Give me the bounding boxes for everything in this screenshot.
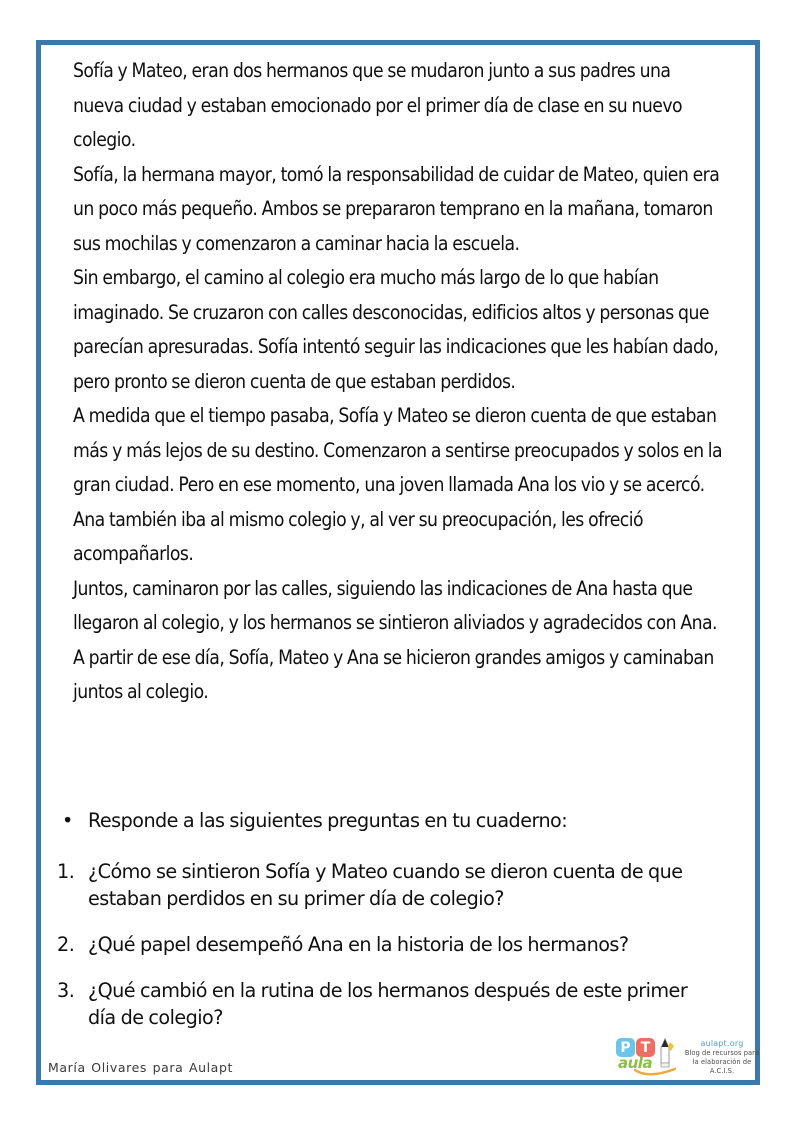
story-paragraph: Sin embargo, el camino al colegio era mucho más largo de lo que habían imaginado. Se cruzaron con calles desconocidas, edificios altos y personas que parecían apresuradas. Sofía intentó seguir las indicaciones que les habían dado, pero pronto se dieron cuenta de que estaban perdidos. [73,266,719,393]
question-number: 1. [57,860,75,883]
instruction-label: Responde a las siguientes preguntas en tu cuaderno: [88,809,568,832]
question-text: ¿Qué papel desempeñó Ana en la historia de los hermanos? [88,933,629,956]
story-paragraph: Sofía y Mateo, eran dos hermanos que se mudaron junto a sus padres una nueva ciudad y estaban emocionado por el primer día de clase en su nuevo colegio. [73,59,683,151]
footer-credit-text: María Olivares para Aulapt [48,1060,233,1075]
story-paragraph: A medida que el tiempo pasaba, Sofía y Mateo se dieron cuenta de que estaban más y más lejos de su destino. Comenzaron a sentirse preocupados y solos en la gran ciudad. Pero en ese momento, una joven llamada Ana los vio y se acercó. Ana también iba al mismo colegio y, al ver su preocupación, les ofreció acompañarlos. [73,404,723,565]
logo-letter-t: T [636,1038,655,1057]
question-number: 2. [57,933,75,956]
question-number: 3. [57,979,75,1002]
logo-mark [614,1033,678,1081]
story-text-area [73,54,723,710]
question-text: ¿Cómo se sintieron Sofía y Mateo cuando se dieron cuenta de que estaban perdidos en su primer día de colegio? [88,860,683,910]
story-paragraph: Juntos, caminaron por las calles, siguiendo las indicaciones de Ana hasta que llegaron al colegio, y los hermanos se sintieron aliviados y agradecidos con Ana. A partir de ese día, Sofía, Mateo y Ana se hicieron grandes amigos y caminaban juntos al colegio. [73,576,717,703]
question-item [57,858,747,912]
logo-site-name: aulapt.org [700,1039,744,1048]
question-item [57,931,747,958]
questions-list [57,858,747,1050]
question-text: ¿Qué cambió en la rutina de los hermanos después de este primer día de colegio? [88,979,688,1029]
logo-text-block [684,1038,760,1076]
logo-letter-p: P [616,1038,635,1057]
aulapt-logo [614,1032,760,1082]
instruction-block [57,805,737,837]
story-paragraph: Sofía, la hermana mayor, tomó la responsabilidad de cuidar de Mateo, quien era un poco más pequeño. Ambos se prepararon temprano en la mañana, tomaron sus mochilas y comenzaron a caminar hacia la escuela. [73,162,720,255]
swoosh-icon [634,1067,676,1079]
logo-word-aula: aula [618,1054,653,1072]
logo-tagline: Blog de recursos para la elaboración de A.C.I.S. [684,1049,760,1075]
instruction-row [57,805,737,837]
bullet-icon: • [62,809,74,832]
question-item [57,977,747,1031]
pencil-icon [654,1037,676,1071]
